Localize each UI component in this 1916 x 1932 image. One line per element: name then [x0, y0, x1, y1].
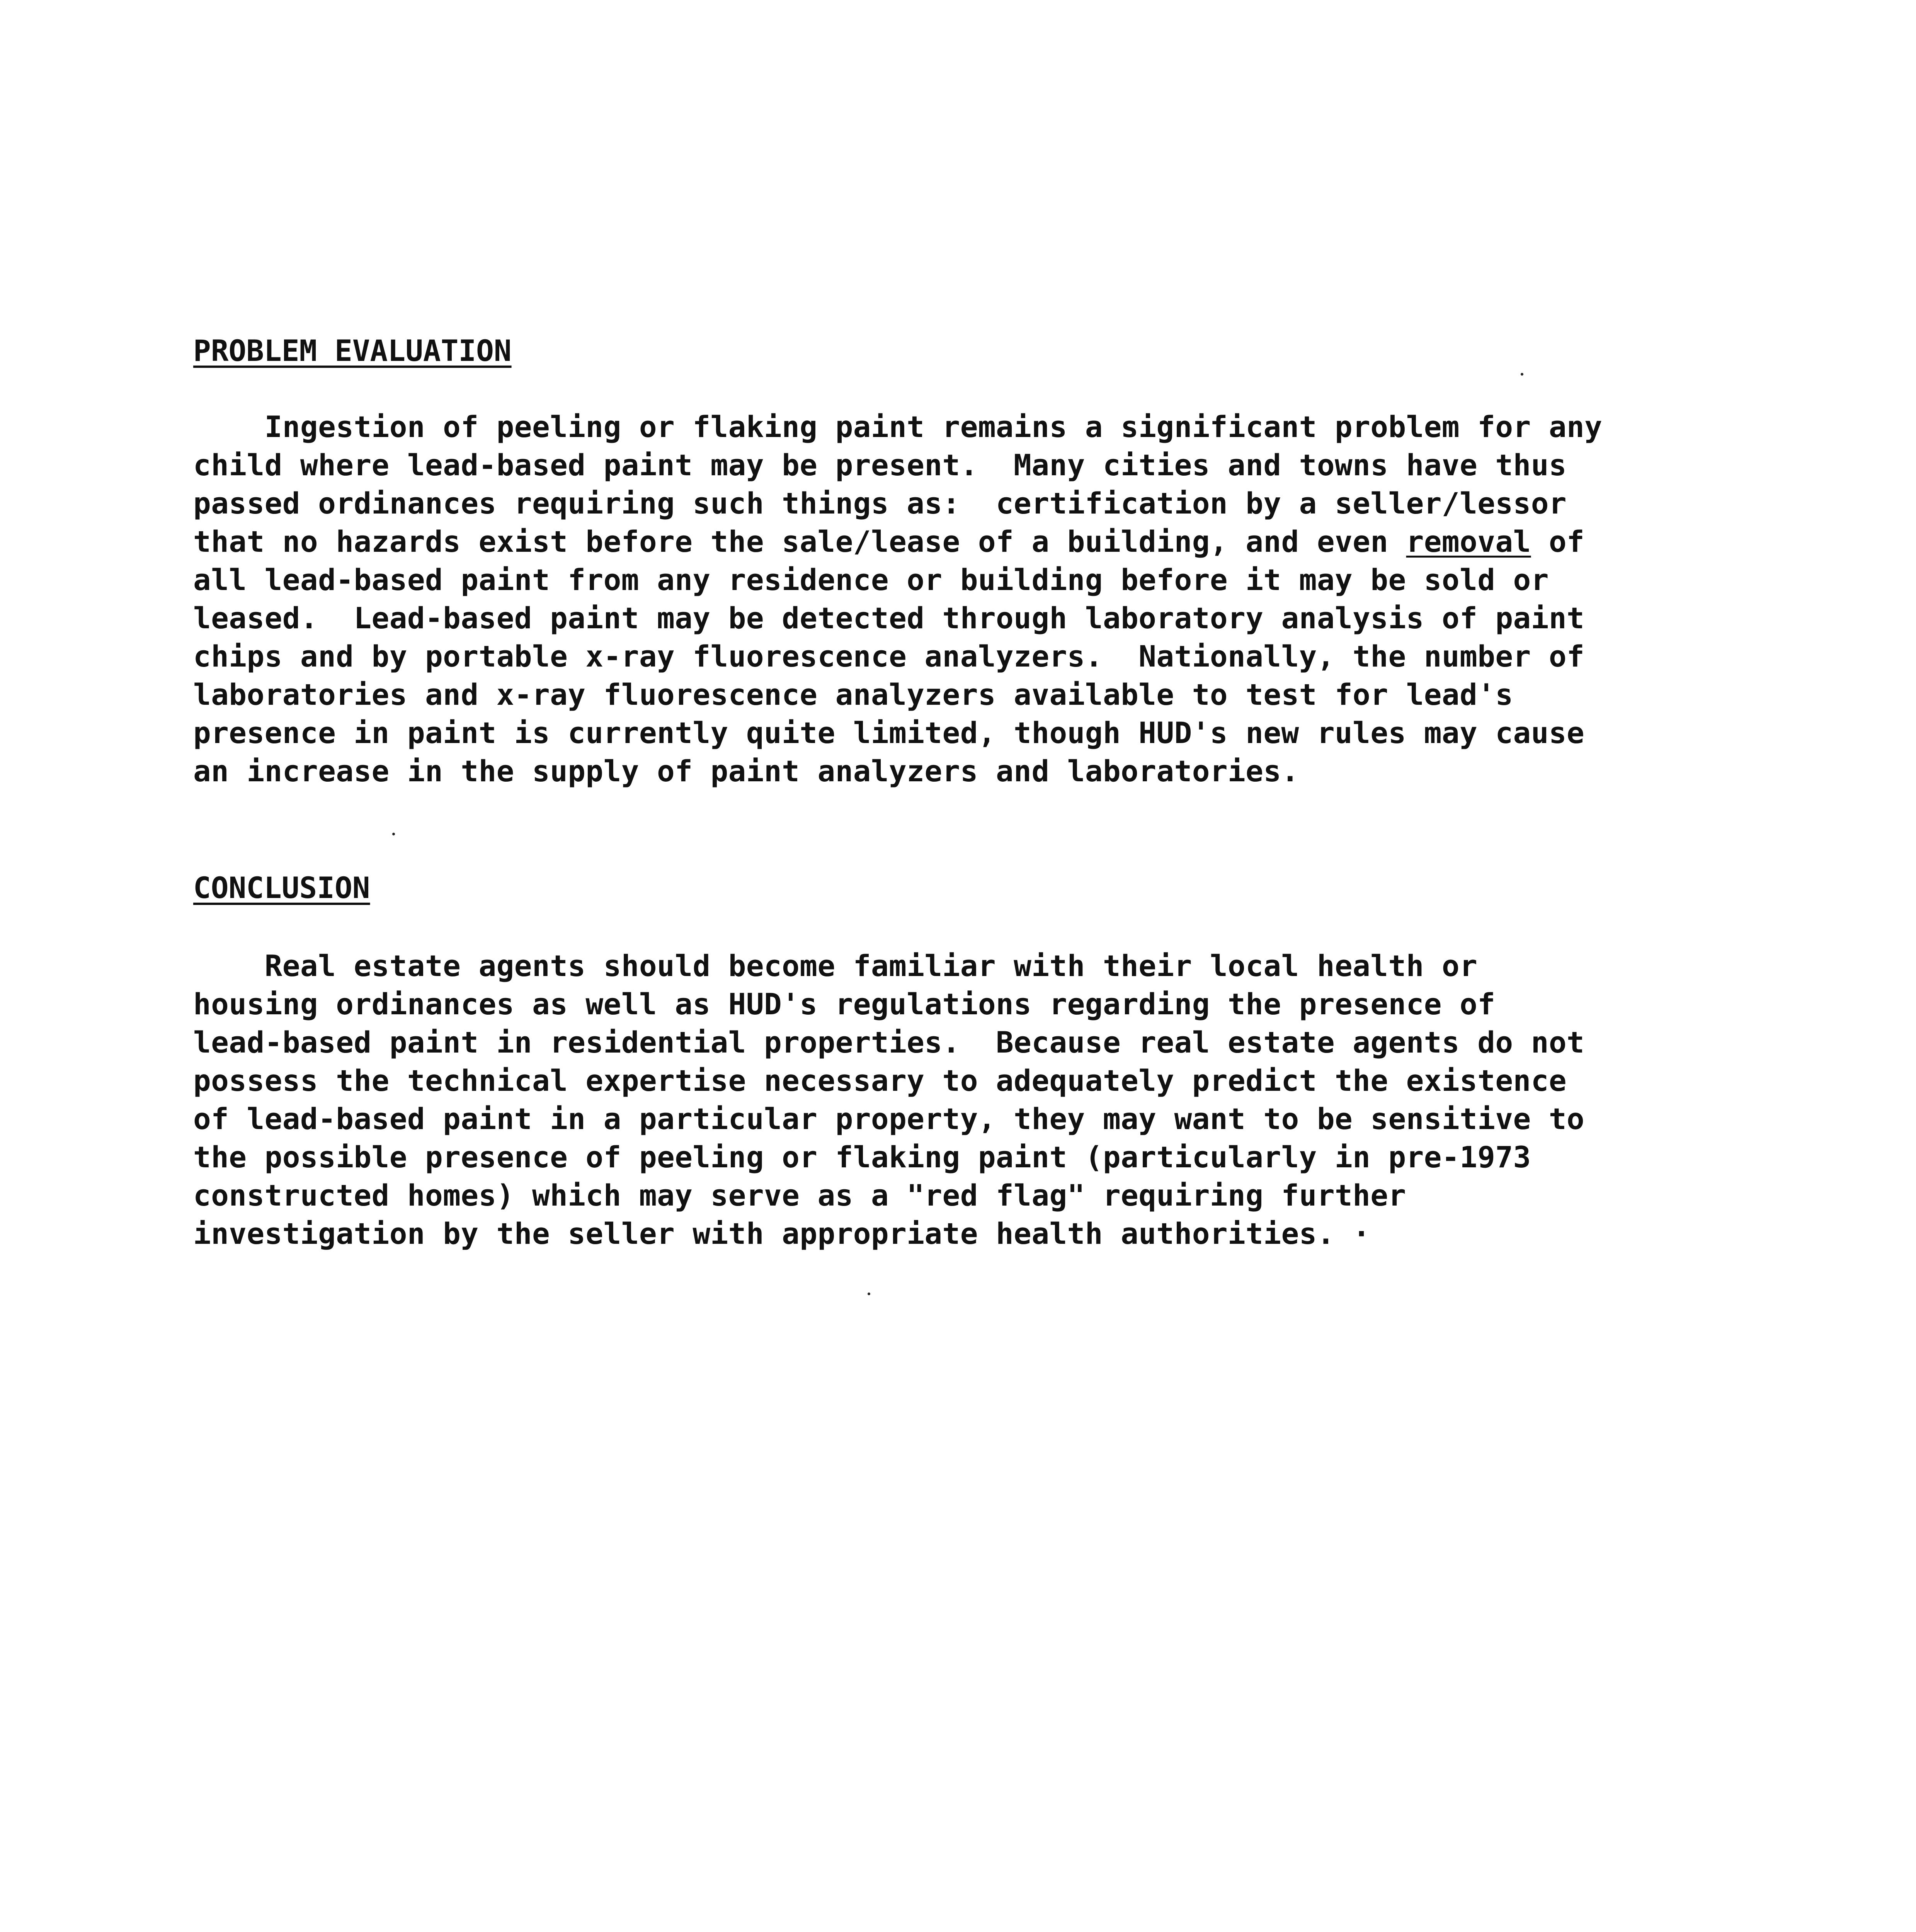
paragraph-line: leased. Lead-based paint may be detected through laboratory analysis of paint — [193, 601, 1585, 635]
underlined-word: removal — [1406, 524, 1531, 559]
paragraph-problem-evaluation — [193, 408, 1770, 790]
paragraph-line: the possible presence of peeling or flaking paint (particularly in pre-1973 — [193, 1140, 1531, 1174]
paragraph-line: possess the technical expertise necessary to adequately predict the existence — [193, 1063, 1567, 1098]
paragraph-line: child where lead-based paint may be present. Many cities and towns have thus — [193, 448, 1567, 482]
paragraph-line: chips and by portable x-ray fluorescence analyzers. Nationally, the number of — [193, 639, 1585, 673]
paragraph-line: an increase in the supply of paint analyzers and laboratories. — [193, 754, 1299, 788]
line-text-tail: of — [1531, 524, 1585, 559]
line-text: that no hazards exist before the sale/lease of a building, and even — [193, 524, 1406, 559]
paragraph-line-with-underline — [193, 522, 1770, 561]
paragraph-line: all lead-based paint from any residence or building before it may be sold or — [193, 563, 1549, 597]
section-heading-problem-evaluation: PROBLEM EVALUATION — [193, 333, 512, 368]
paragraph-line: housing ordinances as well as HUD's regulations regarding the presence of — [193, 987, 1496, 1021]
paragraph-line: investigation by the seller with appropriate health authorities. · — [193, 1216, 1371, 1251]
paragraph-line: lead-based paint in residential properties. Because real estate agents do not — [193, 1025, 1585, 1060]
paragraph-line: of lead-based paint in a particular property, they may want to be sensitive to — [193, 1102, 1585, 1136]
scan-speck — [392, 833, 395, 835]
scan-speck — [868, 1293, 870, 1295]
paragraph-conclusion — [193, 947, 1770, 1253]
paragraph-line: presence in paint is currently quite limited, though HUD's new rules may cause — [193, 716, 1585, 750]
paragraph-line: laboratories and x-ray fluorescence analyzers available to test for lead's — [193, 677, 1513, 712]
paragraph-line: constructed homes) which may serve as a "red flag" requiring further — [193, 1178, 1406, 1213]
section-heading-conclusion: CONCLUSION — [193, 871, 370, 905]
scan-speck — [1521, 373, 1523, 376]
paragraph-line: Ingestion of peeling or flaking paint remains a significant problem for any — [193, 410, 1603, 444]
paragraph-line: passed ordinances requiring such things as: certification by a seller/lessor — [193, 486, 1567, 520]
paragraph-line: Real estate agents should become familiar with their local health or — [193, 949, 1478, 983]
